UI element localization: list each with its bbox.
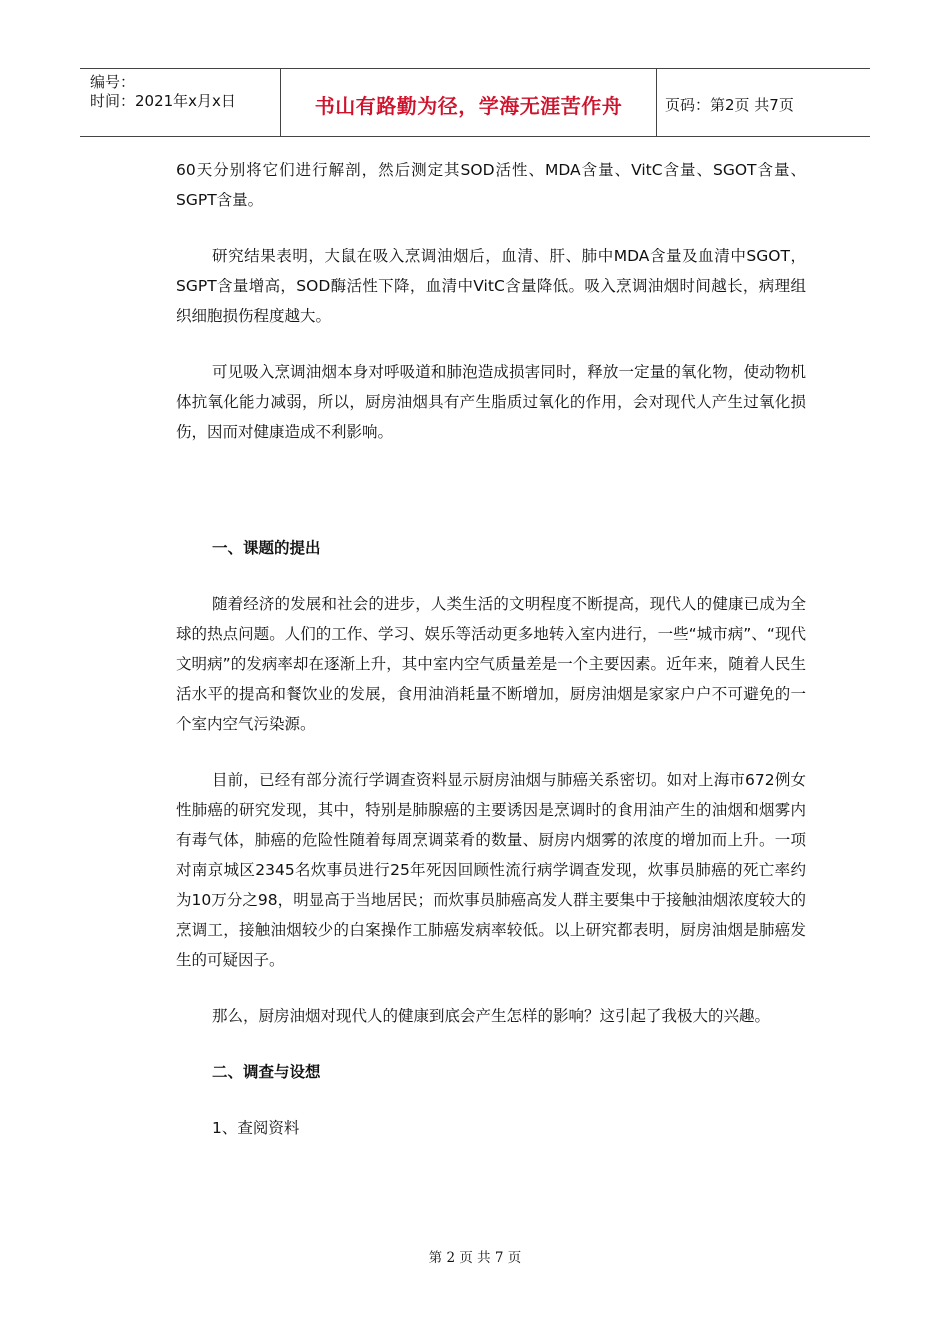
document-body bbox=[176, 155, 806, 1143]
section-heading-1: 一、课题的提出 bbox=[212, 539, 321, 557]
section-heading-2: 二、调查与设想 bbox=[212, 1063, 321, 1081]
paragraph-continued: 60天分别将它们进行解剖，然后测定其SOD活性、MDA含量、VitC含量、SGOT含量、SGPT含量。 bbox=[176, 161, 806, 209]
document-date-label: 时间：2021年x月x日 bbox=[90, 92, 236, 110]
subsection-heading-1: 1、查阅资料 bbox=[212, 1119, 300, 1137]
header-motto: 书山有路勤为径，学海无涯苦作舟 bbox=[281, 69, 657, 136]
page-header bbox=[80, 68, 870, 137]
paragraph-results: 研究结果表明，大鼠在吸入烹调油烟后，血清、肝、肺中MDA含量及血清中SGOT，SGPT含量增高，SOD酶活性下降，血清中VitC含量降低。吸入烹调油烟时间越长，病理组织细胞损伤程度越大。 bbox=[176, 247, 806, 325]
paragraph-conclusion: 可见吸入烹调油烟本身对呼吸道和肺泡造成损害同时，释放一定量的氧化物，使动物机体抗氧化能力减弱，所以，厨房油烟具有产生脂质过氧化的作用，会对现代人产生过氧化损伤，因而对健康造成不利影响。 bbox=[176, 363, 806, 441]
paragraph-background: 随着经济的发展和社会的进步，人类生活的文明程度不断提高，现代人的健康已成为全球的热点问题。人们的工作、学习、娱乐等活动更多地转入室内进行，一些“城市病”、“现代文明病”的发病率却在逐渐上升，其中室内空气质量差是一个主要因素。近年来，随着人民生活水平的提高和餐饮业的发展，食用油消耗量不断增加，厨房油烟是家家户户不可避免的一个室内空气污染源。 bbox=[176, 595, 806, 733]
document-number-label: 编号： bbox=[90, 73, 136, 91]
header-page-number: 页码：第2页 共7页 bbox=[665, 96, 794, 114]
paragraph-question: 那么，厨房油烟对现代人的健康到底会产生怎样的影响？这引起了我极大的兴趣。 bbox=[212, 1007, 771, 1025]
page-footer: 第 2 页 共 7 页 bbox=[428, 1250, 522, 1266]
paragraph-epidemiology: 目前，已经有部分流行学调查资料显示厨房油烟与肺癌关系密切。如对上海市672例女性肺癌的研究发现，其中，特别是肺腺癌的主要诱因是烹调时的食用油产生的油烟和烟雾内有毒气体，肺癌的危险性随着每周烹调菜肴的数量、厨房内烟雾的浓度的增加而上升。一项对南京城区2345名炊事员进行25年死因回顾性流行病学调查发现，炊事员肺癌的死亡率约为10万分之98，明显高于当地居民；而炊事员肺癌高发人群主要集中于接触油烟浓度较大的烹调工，接触油烟较少的白案操作工肺癌发病率较低。以上研究都表明，厨房油烟是肺癌发生的可疑因子。 bbox=[176, 771, 806, 969]
header-meta bbox=[80, 69, 281, 136]
